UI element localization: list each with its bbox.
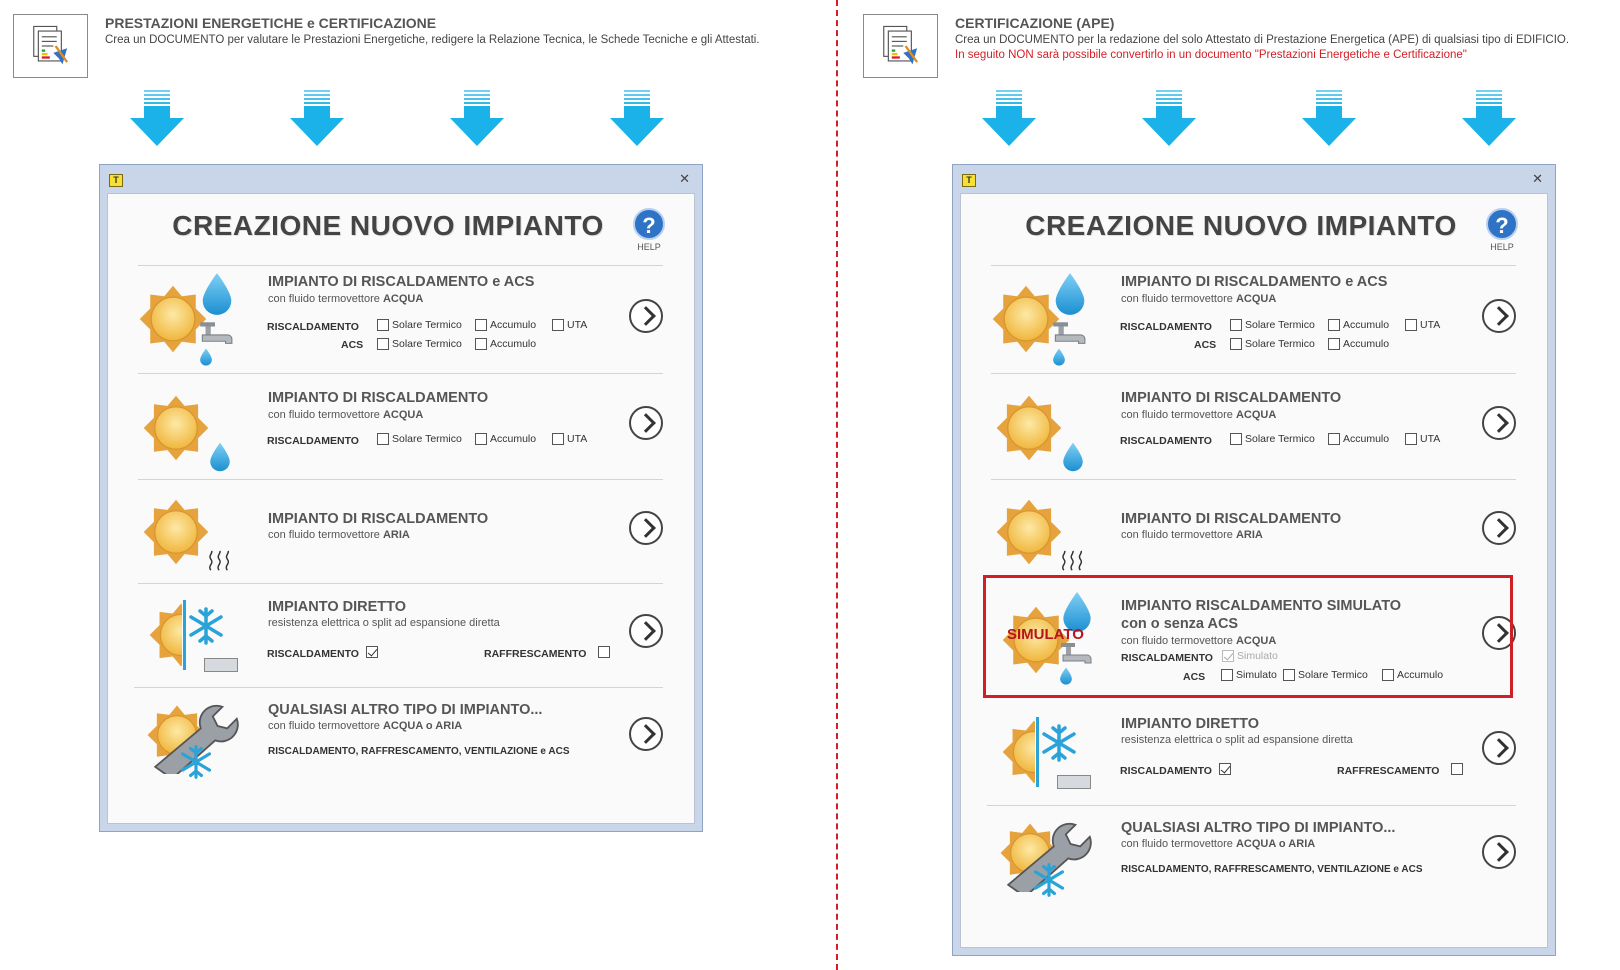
row-title: QUALSIASI ALTRO TIPO DI IMPIANTO... (1121, 820, 1396, 836)
acs-label: ACS (341, 339, 364, 351)
next-arrow-icon[interactable] (629, 614, 663, 648)
row-title: IMPIANTO DIRETTO (268, 599, 407, 615)
accumulo-checkbox[interactable]: Accumulo (475, 433, 536, 445)
impianto-riscaldamento-acs[interactable] (138, 265, 663, 373)
riscaldamento-label: RISCALDAMENTO (1120, 765, 1212, 777)
raffrescamento-label: RAFFRESCAMENTO (1337, 765, 1440, 777)
sun-icon (142, 394, 210, 462)
row-subtitle: resistenza elettrica o split ad espansione diretta (268, 617, 500, 629)
dialog-body (960, 193, 1548, 948)
row-subtitle: con fluido termovettore ACQUA o ARIA (1121, 838, 1316, 850)
acs-solare-termico-checkbox[interactable]: Solare Termico (1283, 669, 1368, 681)
row-title: QUALSIASI ALTRO TIPO DI IMPIANTO... (268, 702, 543, 718)
split-unit-icon (204, 658, 238, 672)
dialog-body (107, 193, 695, 824)
solare-termico-checkbox[interactable]: Solare Termico (377, 433, 462, 445)
row-subtitle: con fluido termovettore ACQUA (1121, 635, 1277, 647)
accumulo-checkbox[interactable]: Accumulo (475, 319, 536, 331)
next-arrow-icon[interactable] (1482, 406, 1516, 440)
water-drop-icon (1052, 348, 1066, 366)
document-icon[interactable] (13, 14, 88, 78)
row-subtitle: con fluido termovettore ACQUA (268, 293, 424, 305)
down-arrow-icon (1302, 90, 1356, 146)
dialog-title: CREAZIONE NUOVO IMPIANTO (172, 210, 604, 241)
next-arrow-icon[interactable] (1482, 835, 1516, 869)
down-arrow-icon (982, 90, 1036, 146)
solare-termico-checkbox[interactable]: Solare Termico (1230, 433, 1315, 445)
acs-solare-termico-checkbox[interactable]: Solare Termico (377, 338, 462, 350)
document-icon[interactable] (863, 14, 938, 78)
help-label: HELP (637, 242, 661, 252)
acs-accumulo-checkbox[interactable]: Accumulo (475, 338, 536, 350)
row-title-2: con o senza ACS (1121, 616, 1239, 632)
dialog-titlebar (953, 165, 1555, 193)
next-arrow-icon[interactable] (629, 511, 663, 545)
accumulo-checkbox[interactable]: Accumulo (1328, 433, 1389, 445)
section-description: Crea un DOCUMENTO per valutare le Prestazioni Energetiche, redigere la Relazione Tecnica, le Schede Tecniche e gli Attestati. (105, 34, 760, 46)
warning-text: In seguito NON sarà possibile convertirlo in un documento "Prestazioni Energetiche e Certificazione" (955, 49, 1467, 61)
heat-waves-icon (1059, 550, 1087, 572)
next-arrow-icon[interactable] (629, 299, 663, 333)
raffrescamento-label: RAFFRESCAMENTO (484, 648, 587, 660)
section-description: Crea un DOCUMENTO per la redazione del solo Attestato di Prestazione Energetica (APE) di qualsiasi tipo di EDIFICIO. In seguito NON sarà possibile convertirlo in un documento "Prestazioni Energetiche e Certificazione" (955, 34, 1570, 61)
acs-solare-termico-checkbox[interactable]: Solare Termico (1230, 338, 1315, 350)
sun-icon (995, 498, 1063, 566)
help-button[interactable] (1485, 208, 1519, 252)
raffrescamento-checkbox[interactable] (598, 646, 613, 658)
riscaldamento-label: RISCALDAMENTO (1120, 435, 1212, 447)
down-arrow-icon (450, 90, 504, 146)
riscaldamento-label: RISCALDAMENTO (1120, 321, 1212, 333)
down-arrow-icon (290, 90, 344, 146)
app-icon: T (962, 174, 976, 187)
acs-label: ACS (1183, 671, 1206, 683)
impianto-riscaldamento-acs[interactable] (991, 265, 1516, 373)
simulato-stamp: SIMULATO (1007, 626, 1084, 643)
next-arrow-icon[interactable] (1482, 731, 1516, 765)
split-unit-icon (1057, 775, 1091, 789)
row-subtitle: con fluido termovettore ACQUA (1121, 409, 1277, 421)
row-title: IMPIANTO DI RISCALDAMENTO (268, 511, 489, 527)
down-arrow-icon (1462, 90, 1516, 146)
acs-accumulo-checkbox[interactable]: Accumulo (1382, 669, 1443, 681)
snowflake-icon (178, 744, 214, 780)
down-arrow-icon (1142, 90, 1196, 146)
water-drop-icon (208, 442, 232, 472)
help-button[interactable] (632, 208, 666, 252)
solare-termico-checkbox[interactable]: Solare Termico (1230, 319, 1315, 331)
row-subtitle: con fluido termovettore ARIA (1121, 529, 1263, 541)
close-icon[interactable]: ✕ (1532, 171, 1543, 186)
impianto-riscaldamento-acqua[interactable] (991, 373, 1516, 481)
snowflake-icon (1039, 723, 1079, 763)
row-title: IMPIANTO DI RISCALDAMENTO e ACS (268, 274, 535, 290)
impianto-riscaldamento-aria[interactable] (991, 479, 1516, 583)
help-label: HELP (1490, 242, 1514, 252)
dialog-titlebar (100, 165, 702, 193)
next-arrow-icon[interactable] (629, 406, 663, 440)
right-panel (855, 0, 1620, 970)
simulato-checkbox-disabled: Simulato (1222, 650, 1278, 662)
dialog-window (99, 164, 703, 832)
row-footer: RISCALDAMENTO, RAFFRESCAMENTO, VENTILAZIONE e ACS (1121, 864, 1423, 875)
snowflake-icon (1031, 862, 1067, 898)
acs-accumulo-checkbox[interactable]: Accumulo (1328, 338, 1389, 350)
row-title: IMPIANTO DI RISCALDAMENTO (268, 390, 489, 406)
acs-simulato-checkbox[interactable]: Simulato (1221, 669, 1277, 681)
impianto-riscaldamento-aria[interactable] (138, 479, 663, 583)
uta-checkbox[interactable]: UTA (552, 433, 587, 445)
riscaldamento-checkbox[interactable] (1219, 763, 1234, 775)
raffrescamento-checkbox[interactable] (1451, 763, 1466, 775)
riscaldamento-label: RISCALDAMENTO (267, 648, 359, 660)
water-drop-icon (199, 348, 213, 366)
water-drop-icon (1053, 272, 1087, 316)
riscaldamento-checkbox[interactable] (366, 646, 381, 658)
accumulo-checkbox[interactable]: Accumulo (1328, 319, 1389, 331)
qualsiasi-altro-impianto[interactable] (987, 805, 1516, 923)
next-arrow-icon[interactable] (1482, 511, 1516, 545)
row-title: IMPIANTO DIRETTO (1121, 716, 1260, 732)
water-drop-icon (1061, 442, 1085, 472)
section-title: PRESTAZIONI ENERGETICHE e CERTIFICAZIONE (105, 15, 437, 31)
dialog-title: CREAZIONE NUOVO IMPIANTO (1025, 210, 1457, 241)
uta-checkbox[interactable]: UTA (1405, 433, 1440, 445)
row-subtitle: con fluido termovettore ACQUA (268, 409, 424, 421)
sun-icon (995, 394, 1063, 462)
close-icon[interactable]: ✕ (679, 171, 690, 186)
help-icon: ? (1486, 208, 1518, 240)
solare-termico-checkbox[interactable]: Solare Termico (377, 319, 462, 331)
row-footer: RISCALDAMENTO, RAFFRESCAMENTO, VENTILAZIONE e ACS (268, 746, 570, 757)
acs-label: ACS (1194, 339, 1217, 351)
row-subtitle: resistenza elettrica o split ad espansione diretta (1121, 734, 1353, 746)
uta-checkbox[interactable]: UTA (1405, 319, 1440, 331)
riscaldamento-label: RISCALDAMENTO (267, 321, 359, 333)
row-title: IMPIANTO DI RISCALDAMENTO (1121, 511, 1342, 527)
row-title: IMPIANTO RISCALDAMENTO SIMULATO (1121, 598, 1402, 614)
next-arrow-icon[interactable] (629, 717, 663, 751)
snowflake-icon (186, 606, 226, 646)
impianto-diretto[interactable] (138, 583, 663, 687)
heat-waves-icon (206, 550, 234, 572)
down-arrow-icon (130, 90, 184, 146)
dashed-divider (836, 0, 838, 970)
row-title: IMPIANTO DI RISCALDAMENTO (1121, 390, 1342, 406)
help-icon: ? (633, 208, 665, 240)
impianto-diretto[interactable] (991, 701, 1516, 805)
impianto-riscaldamento-acqua[interactable] (138, 373, 663, 481)
qualsiasi-altro-impianto[interactable] (134, 687, 663, 805)
riscaldamento-label: RISCALDAMENTO (267, 435, 359, 447)
section-title: CERTIFICAZIONE (APE) (955, 15, 1115, 31)
next-arrow-icon[interactable] (1482, 299, 1516, 333)
row-title: IMPIANTO DI RISCALDAMENTO e ACS (1121, 274, 1388, 290)
left-panel (0, 0, 800, 970)
app-icon: T (109, 174, 123, 187)
uta-checkbox[interactable]: UTA (552, 319, 587, 331)
sun-icon (142, 498, 210, 566)
dialog-window (952, 164, 1556, 956)
row-subtitle: con fluido termovettore ACQUA (1121, 293, 1277, 305)
highlight-box (983, 575, 1513, 698)
riscaldamento-label: RISCALDAMENTO (1121, 652, 1213, 664)
water-drop-icon (200, 272, 234, 316)
row-subtitle: con fluido termovettore ARIA (268, 529, 410, 541)
down-arrow-icon (610, 90, 664, 146)
row-subtitle: con fluido termovettore ACQUA o ARIA (268, 720, 463, 732)
